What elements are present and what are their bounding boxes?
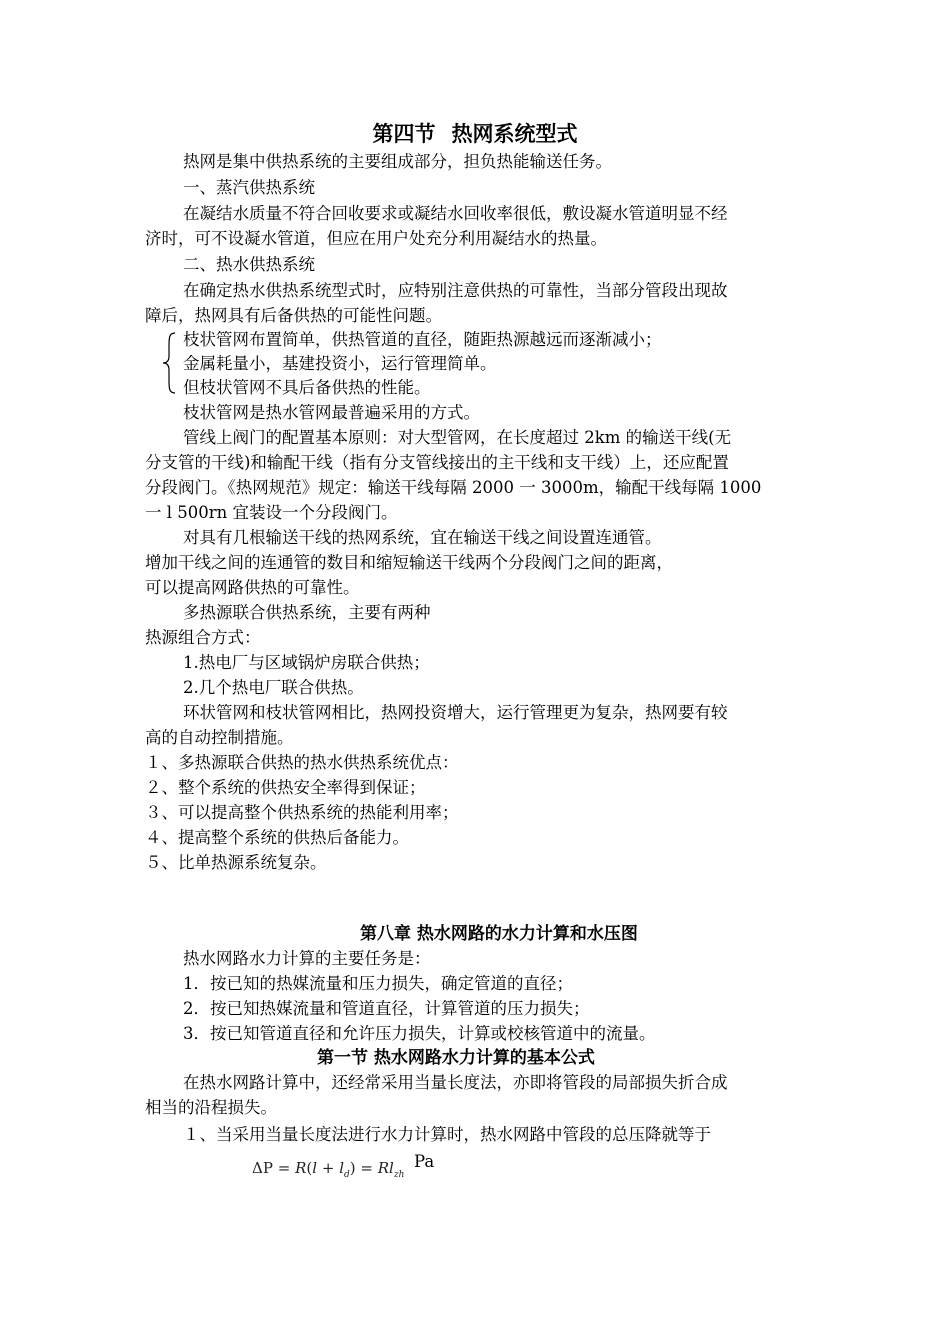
subheading-steam: 一、蒸汽供热系统 (183, 178, 315, 197)
list-item: ４、提高整个系统的供热后备能力。 (145, 828, 409, 847)
paragraph-line: 多热源联合供热系统，主要有两种 (183, 603, 431, 622)
curly-brace (160, 332, 180, 394)
list-item: ２、整个系统的供热安全率得到保证； (145, 778, 426, 797)
paragraph-line: 增加干线之间的连通管的数目和缩短输送干线两个分段阀门之间的距离， (145, 553, 673, 572)
paragraph-line: 分段阀门。《热网规范》规定：输送干线每隔 2000 一 3000m，输配干线每隔 1000 (145, 478, 762, 497)
paragraph-line: 障后，热网具有后备供热的可能性问题。 (145, 306, 442, 325)
paragraph-line: 热网是集中供热系统的主要组成部分，担负热能输送任务。 (183, 152, 612, 171)
paragraph-line: 枝状管网是热水管网最普遍采用的方式。 (183, 403, 480, 422)
paragraph-line: 在凝结水质量不符合回收要求或凝结水回收率很低，敷设凝水管道明显不经 (183, 204, 728, 223)
formula-unit: Pa (414, 1152, 435, 1171)
paragraph-line: 环状管网和枝状管网相比，热网投资增大，运行管理更为复杂，热网要有较 (183, 703, 728, 722)
list-item: 1．按已知的热媒流量和压力损失，确定管道的直径； (183, 974, 573, 993)
subheading-hotwater: 二、热水供热系统 (183, 255, 315, 274)
section-name: 热网系统型式 (451, 121, 578, 146)
brace-item: 但枝状管网不具后备供热的性能。 (183, 378, 431, 397)
brace-item: 枝状管网布置简单，供热管道的直径，随距热源越远而逐渐减小； (183, 330, 662, 349)
list-item: 1.热电厂与区域锅炉房联合供热； (183, 653, 430, 672)
paragraph-line: 可以提高网路供热的可靠性。 (145, 578, 360, 597)
pressure-drop-formula: $\Delta P = R(l + l_d) = Rl_{zh}$ (252, 1159, 405, 1180)
paragraph-line: 在确定热水供热系统型式时，应特别注意供热的可靠性，当部分管段出现故 (183, 281, 728, 300)
paragraph-line: 管线上阀门的配置基本原则：对大型管网，在长度超过 2km 的输送干线(无 (183, 428, 732, 447)
brace-item: 金属耗量小，基建投资小，运行管理简单。 (183, 354, 497, 373)
paragraph-line: 高的自动控制措施。 (145, 728, 294, 747)
paragraph-line: 济时，可不设凝水管道，但应在用户处充分利用凝结水的热量。 (145, 229, 607, 248)
paragraph-line: 在热水网路计算中，还经常采用当量长度法，亦即将管段的局部损失折合成 (183, 1073, 728, 1092)
list-item: 3．按已知管道直径和允许压力损失，计算或校核管道中的流量。 (183, 1024, 656, 1043)
list-item: ３、可以提高整个供热系统的热能利用率； (145, 803, 459, 822)
paragraph-line: 热水网路水力计算的主要任务是： (183, 949, 431, 968)
list-item: ５、比单热源系统复杂。 (145, 853, 327, 872)
paragraph-line: 热源组合方式： (145, 628, 261, 647)
chapter-title: 第八章 热水网路的水力计算和水压图 (360, 924, 638, 944)
list-item: 2.几个热电厂联合供热。 (183, 678, 364, 697)
section-title (0, 120, 950, 148)
section-title: 第一节 热水网路水力计算的基本公式 (317, 1048, 595, 1068)
paragraph-line: １、当采用当量长度法进行水力计算时，热水网路中管段的总压降就等于 (183, 1125, 711, 1144)
paragraph-line: 一 l 500rn 宜装设一个分段阀门。 (145, 503, 398, 522)
paragraph-line: 分支管的干线)和输配干线（指有分支管线接出的主干线和支干线）上，还应配置 (145, 453, 729, 472)
section-number: 第四节 (372, 121, 436, 146)
list-item: １、多热源联合供热的热水供热系统优点： (145, 753, 459, 772)
paragraph-line: 对具有几根输送干线的热网系统，宜在输送干线之间设置连通管。 (183, 528, 662, 547)
paragraph-line: 相当的沿程损失。 (145, 1098, 277, 1117)
list-item: 2．按已知热媒流量和管道直径，计算管道的压力损失； (183, 999, 590, 1018)
